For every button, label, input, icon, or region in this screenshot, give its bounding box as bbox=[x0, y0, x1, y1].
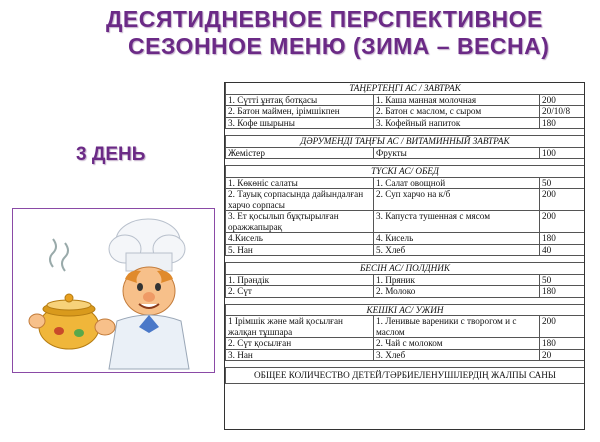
section-gap-cell bbox=[226, 129, 585, 136]
dish-name-kz: Жемістер bbox=[226, 147, 374, 159]
dish-name-ru: Фрукты bbox=[374, 147, 540, 159]
dish-name-kz: 1. Көкөніс салаты bbox=[226, 177, 374, 189]
table-row bbox=[226, 117, 585, 129]
table-row bbox=[226, 338, 585, 350]
table-row bbox=[226, 274, 585, 286]
table-row bbox=[226, 286, 585, 298]
portion-size: 100 bbox=[540, 147, 585, 159]
section-heading-row bbox=[226, 83, 585, 94]
dish-name-ru: 1. Ленивые вареники с творогом и с маслом bbox=[374, 316, 540, 338]
dish-name-ru: 3. Хлеб bbox=[374, 349, 540, 361]
dish-name-ru: 2. Батон с маслом, с сыром bbox=[374, 106, 540, 118]
section-gap-cell bbox=[226, 159, 585, 166]
section-gap-cell bbox=[226, 297, 585, 304]
table-row bbox=[226, 94, 585, 106]
section-heading: ДӘРУМЕНДІ ТАҢҒЫ АС / ВИТАМИННЫЙ ЗАВТРАК bbox=[226, 136, 585, 148]
table-row bbox=[226, 233, 585, 245]
dish-name-ru: 1. Пряник bbox=[374, 274, 540, 286]
section-gap bbox=[226, 129, 585, 136]
table-row bbox=[226, 244, 585, 256]
portion-size: 50 bbox=[540, 177, 585, 189]
title-line-2: СЕЗОННОЕ МЕНЮ (ЗИМА – ВЕСНА) bbox=[128, 33, 550, 59]
table-row bbox=[226, 106, 585, 118]
table-row bbox=[226, 211, 585, 233]
dish-name-ru: 2. Суп харчо на к/б bbox=[374, 189, 540, 211]
portion-size: 200 bbox=[540, 211, 585, 233]
table-row bbox=[226, 177, 585, 189]
dish-name-ru: 1. Салат овощной bbox=[374, 177, 540, 189]
dish-name-ru: 1. Каша манная молочная bbox=[374, 94, 540, 106]
section-heading-row bbox=[226, 304, 585, 316]
section-heading-row bbox=[226, 136, 585, 148]
section-gap-cell bbox=[226, 361, 585, 368]
table-row bbox=[226, 349, 585, 361]
portion-size: 50 bbox=[540, 274, 585, 286]
portion-size: 180 bbox=[540, 286, 585, 298]
dish-name-kz: 2. Сүт қосылған bbox=[226, 338, 374, 350]
section-heading-row bbox=[226, 263, 585, 275]
table-row bbox=[226, 147, 585, 159]
portion-size: 200 bbox=[540, 316, 585, 338]
section-gap bbox=[226, 159, 585, 166]
portion-size: 20 bbox=[540, 349, 585, 361]
chef-illustration-frame bbox=[12, 208, 215, 373]
dish-name-kz: 3. Ет қосылып бұқтырылған оражжапырақ bbox=[226, 211, 374, 233]
portion-size: 20/10/8 bbox=[540, 106, 585, 118]
title-line-1: ДЕСЯТИДНЕВНОЕ ПЕРСПЕКТИВНОЕ bbox=[106, 6, 543, 32]
dish-name-ru: 3. Кофейный напиток bbox=[374, 117, 540, 129]
dish-name-ru: 2. Чай с молоком bbox=[374, 338, 540, 350]
dish-name-kz: 3. Кофе шырыны bbox=[226, 117, 374, 129]
section-heading: ТҮСКІ АС/ ОБЕД bbox=[226, 166, 585, 178]
dish-name-kz: 5. Нан bbox=[226, 244, 374, 256]
dish-name-kz: 4.Кисель bbox=[226, 233, 374, 245]
dish-name-kz: 1. Прәндік bbox=[226, 274, 374, 286]
dish-name-kz: 2. Тауық сорпасында дайындалған харчо сорпасы bbox=[226, 189, 374, 211]
section-heading: КЕШКІ АС/ УЖИН bbox=[226, 304, 585, 316]
portion-size: 200 bbox=[540, 94, 585, 106]
table-row bbox=[226, 316, 585, 338]
dish-name-kz: 1. Сүтті ұнтақ ботқасы bbox=[226, 94, 374, 106]
dish-name-ru: 3. Капуста тушенная с мясом bbox=[374, 211, 540, 233]
section-gap-cell bbox=[226, 256, 585, 263]
total-children-label: ОБЩЕЕ КОЛИЧЕСТВО ДЕТЕЙ/ТӘРБИЕЛЕНУШІЛЕРДІҢ ЖАЛПЫ САНЫ bbox=[226, 368, 585, 384]
dish-name-kz: 2. Батон маймен, ірімшікпен bbox=[226, 106, 374, 118]
section-gap bbox=[226, 256, 585, 263]
section-gap bbox=[226, 297, 585, 304]
portion-size: 180 bbox=[540, 233, 585, 245]
section-gap bbox=[226, 361, 585, 368]
dish-name-kz: 1 Ірімшік және май қосылған жалқан тұшпара bbox=[226, 316, 374, 338]
table-row bbox=[226, 189, 585, 211]
section-heading-row bbox=[226, 166, 585, 178]
portion-size: 180 bbox=[540, 117, 585, 129]
dish-name-ru: 5. Хлеб bbox=[374, 244, 540, 256]
dish-name-ru: 4. Кисель bbox=[374, 233, 540, 245]
dish-name-kz: 3. Нан bbox=[226, 349, 374, 361]
total-children-row bbox=[226, 368, 585, 384]
menu-table bbox=[224, 82, 585, 430]
portion-size: 200 bbox=[540, 189, 585, 211]
dish-name-ru: 2. Молоко bbox=[374, 286, 540, 298]
chef-illustration bbox=[13, 209, 214, 372]
section-heading: ТАҢЕРТЕҢГІ АС / ЗАВТРАК bbox=[226, 83, 585, 94]
day-label: 3 ДЕНЬ bbox=[76, 144, 146, 165]
dish-name-kz: 2. Сүт bbox=[226, 286, 374, 298]
portion-size: 40 bbox=[540, 244, 585, 256]
portion-size: 180 bbox=[540, 338, 585, 350]
section-heading: БЕСІН АС/ ПОЛДНИК bbox=[226, 263, 585, 275]
